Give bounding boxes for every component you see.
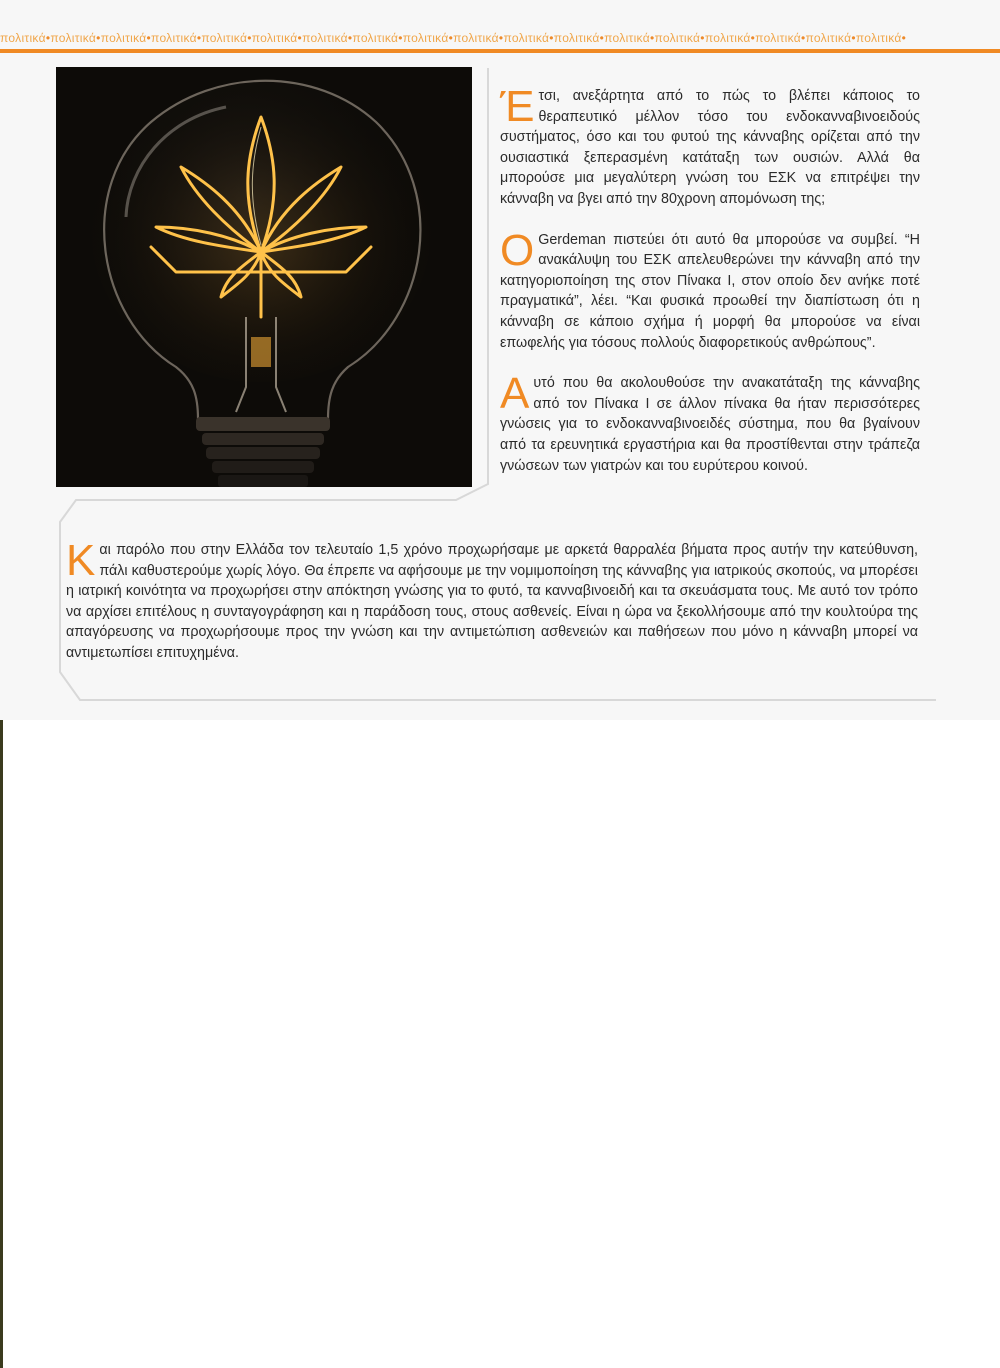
header-dot-separator: • <box>347 31 353 45</box>
header-word: πολιτικά <box>251 31 298 45</box>
paragraph-1 <box>500 82 920 210</box>
header-dot-separator: • <box>247 31 252 45</box>
header-dot-separator: • <box>448 31 454 45</box>
header-dot-separator: • <box>297 31 303 45</box>
header-word: πολιτικά <box>553 31 600 45</box>
header-dot-separator: • <box>398 31 403 45</box>
page-edge-bar <box>0 720 3 1368</box>
header-word: πολιτικά <box>100 31 147 45</box>
header-dot-separator: • <box>549 31 554 45</box>
header-dot-separator: • <box>196 31 202 45</box>
paragraph-text: τσι, ανεξάρτητα από το πώς το βλέπει κάποιος το θεραπευτικό μέλλον τόσο του ενδοκανναβινοειδούς συστήματος, όσο και του φυτού της κάνναβης ορίζεται από την ουσιαστικά ξεπερασμένη κατάταξη των ουσιών. Αλλά θα μπορούσε μια μεγαλύτερη γνώση του ΕΣΚ να επιτρέψει την κάνναβη να βγει από την 80χρονη απομόνωση της; <box>500 88 920 207</box>
header-dot-separator: • <box>851 31 856 45</box>
header-dot-separator: • <box>45 31 51 45</box>
header-word: πολιτικά <box>402 31 449 45</box>
header-word: πολιτικά <box>151 31 197 45</box>
header-dot-separator: • <box>96 31 101 45</box>
header-word: πολιτικά <box>604 31 650 45</box>
header-rule <box>0 49 1000 53</box>
dropcap: Ο <box>500 225 535 275</box>
header-word: πολιτικά <box>0 31 46 45</box>
header-word: πολιτικά <box>805 31 852 45</box>
header-dot-separator: • <box>700 31 705 45</box>
header-word: πολιτικά <box>50 31 97 45</box>
dropcap: Κ <box>66 536 96 585</box>
header-word: πολιτικά <box>503 31 550 45</box>
closing-paragraph <box>66 536 918 664</box>
header-dot-separator: • <box>649 31 655 45</box>
header-dot-separator: • <box>146 31 152 45</box>
paragraph-text: Gerdeman πιστεύει ότι αυτό θα μπορούσε να συμβεί. “Η ανακάλυψη του ΕΣΚ απελευθερώνει την κάνναβη από την κατηγοριοποίηση της στον Πίνακα Ι, στον οποίο δεν ανήκε ποτέ πραγματικά”, λέει. “Και φυσικά προωθεί την διαπίστωση ότι η κάνναβη σε κάποιο σχήμα ή μορφή θα μπορούσε να είναι επωφελής για τόσους πολλούς διαφορετικούς ανθρώπους”. <box>500 231 920 351</box>
paragraph-text: υτό που θα ακολουθούσε την ανακατάταξη της κάνναβης από τον Πίνακα Ι σε άλλον πίνακα θα ήταν περισσότερες γνώσεις για το ενδοκανναβινοειδές σύστημα, που θα βγαίνουν από τα ερευνητικά εργαστήρια και θα προστίθενται στην τράπεζα γνώσεων των γιατρών και του ευρύτερου κοινού. <box>500 375 920 474</box>
lightbulb-photo <box>56 67 472 487</box>
header-word: πολιτικά <box>453 31 499 45</box>
header-word: πολιτικά <box>302 31 348 45</box>
section-header-strip <box>0 28 1000 48</box>
header-word: πολιτικά <box>352 31 399 45</box>
header-word: πολιτικά <box>855 31 902 45</box>
paragraph-text: αι παρόλο που στην Ελλάδα τον τελευταίο 1,5 χρόνο προχωρήσαμε με αρκετά θαρραλέα βήματα προς αυτήν την κατεύθυνση, πάλι καθυστερούμε χωρίς λόγο. Θα έπρεπε να αφήσουμε με την νομιμοποίηση της κάνναβης για ιατρικούς σκοπούς, να μπορέσει η ιατρική κοινότητα να προχωρήσει στην απόκτηση γνώσης για το φυτό, τα κανναβινοειδή και τα σκευάσματα τους. Με αυτό τον τρόπο να αρχίσει επιτέλους η συνταγογράφηση και η παράδοση τους, στους ασθενείς. Είναι η ώρα να ξεκολλήσουμε από την κουλτούρα της απαγόρευσης να προχωρήσουμε προς την γνώση και την αντιμετώπιση ασθενειών και παθήσεων που μόνο η κάνναβη μπορεί να αντιμετωπίσει επιτυχημένα. <box>66 542 918 661</box>
header-dot-separator: • <box>901 31 907 45</box>
header-word: πολιτικά <box>755 31 801 45</box>
dropcap: Έ <box>500 82 535 131</box>
dropcap: Α <box>500 369 530 419</box>
header-word: πολιτικά <box>201 31 248 45</box>
header-dot-separator: • <box>750 31 756 45</box>
header-word: πολιτικά <box>704 31 751 45</box>
article-right-column <box>500 82 920 496</box>
header-dot-separator: • <box>599 31 605 45</box>
paragraph-2 <box>500 225 920 354</box>
header-word: πολιτικά <box>654 31 701 45</box>
header-dot-separator: • <box>498 31 504 45</box>
paragraph-3 <box>500 369 920 476</box>
header-dot-separator: • <box>800 31 806 45</box>
